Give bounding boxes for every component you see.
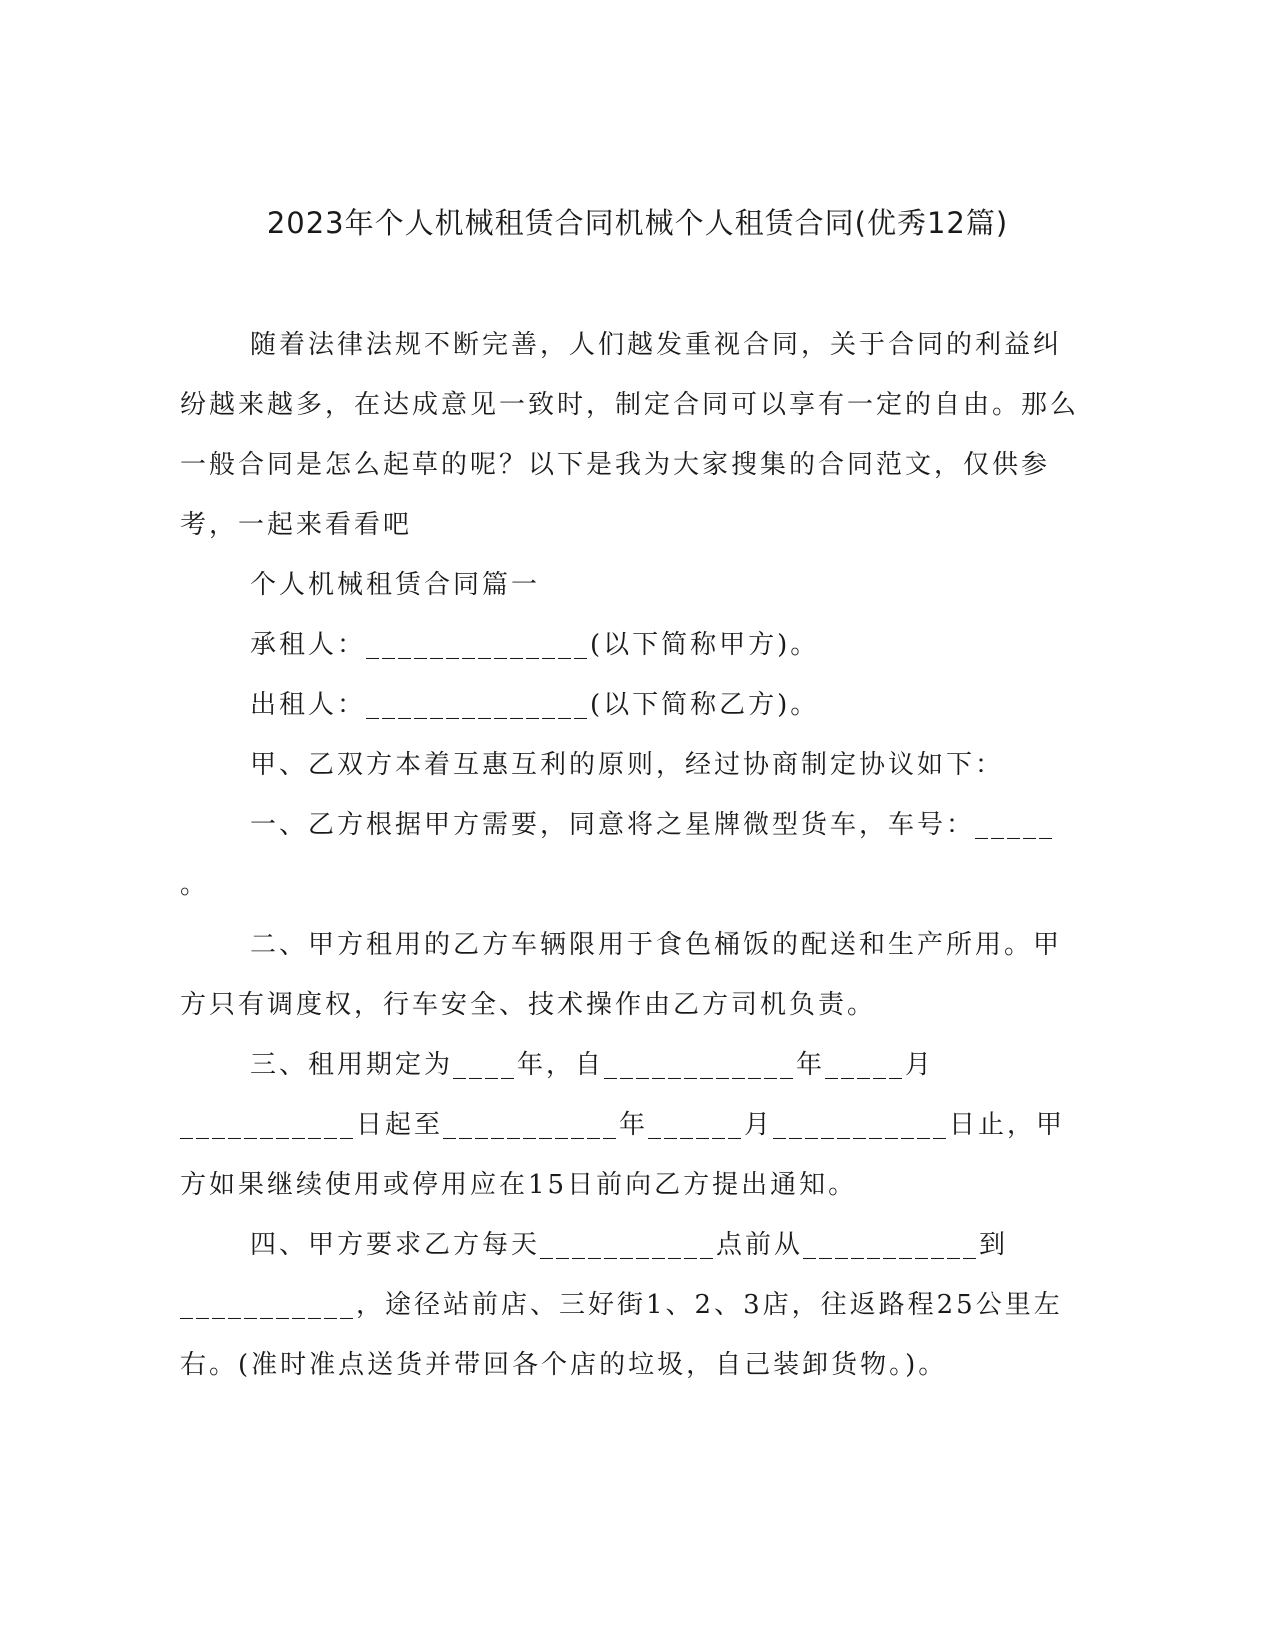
clause-3: 三、租用期定为____年，自____________年_____月___________日起至___________年______月___________日止，甲方如果继续使用或停用应在15日前向乙方提出通知。 [180,1050,1066,1200]
lessee-line: 承租人：______________(以下简称甲方)。 [250,630,820,660]
intro-paragraph: 随着法律法规不断完善，人们越发重视合同，关于合同的利益纠纷越来越多，在达成意见一致时，制定合同可以享有一定的自由。那么一般合同是怎么起草的呢？以下是我为大家搜集的合同范文，仅供参考，一起来看看吧 [180,330,1080,540]
agreement-intro: 甲、乙双方本着互惠互利的原则，经过协商制定协议如下： [250,750,1005,780]
section-heading: 个人机械租赁合同篇一 [250,570,541,600]
clause-4: 四、甲方要求乙方每天___________点前从___________到___________，途径站前店、三好街1、2、3店，往返路程25公里左右。(准时准点送货并带回各个店的垃圾，自己装卸货物。)。 [180,1230,1063,1380]
clause-1: 一、乙方根据甲方需要，同意将之星牌微型货车，车号：_____ [250,810,1056,840]
clause-1-continuation: 。 [180,870,210,900]
clause-2: 二、甲方租用的乙方车辆限用于食色桶饭的配送和生产所用。甲方只有调度权，行车安全、技术操作由乙方司机负责。 [180,930,1063,1020]
document-body [180,315,1080,1395]
lessor-line: 出租人：______________(以下简称乙方)。 [250,690,820,720]
document-title: 2023年个人机械租赁合同机械个人租赁合同(优秀12篇) [266,206,1009,240]
